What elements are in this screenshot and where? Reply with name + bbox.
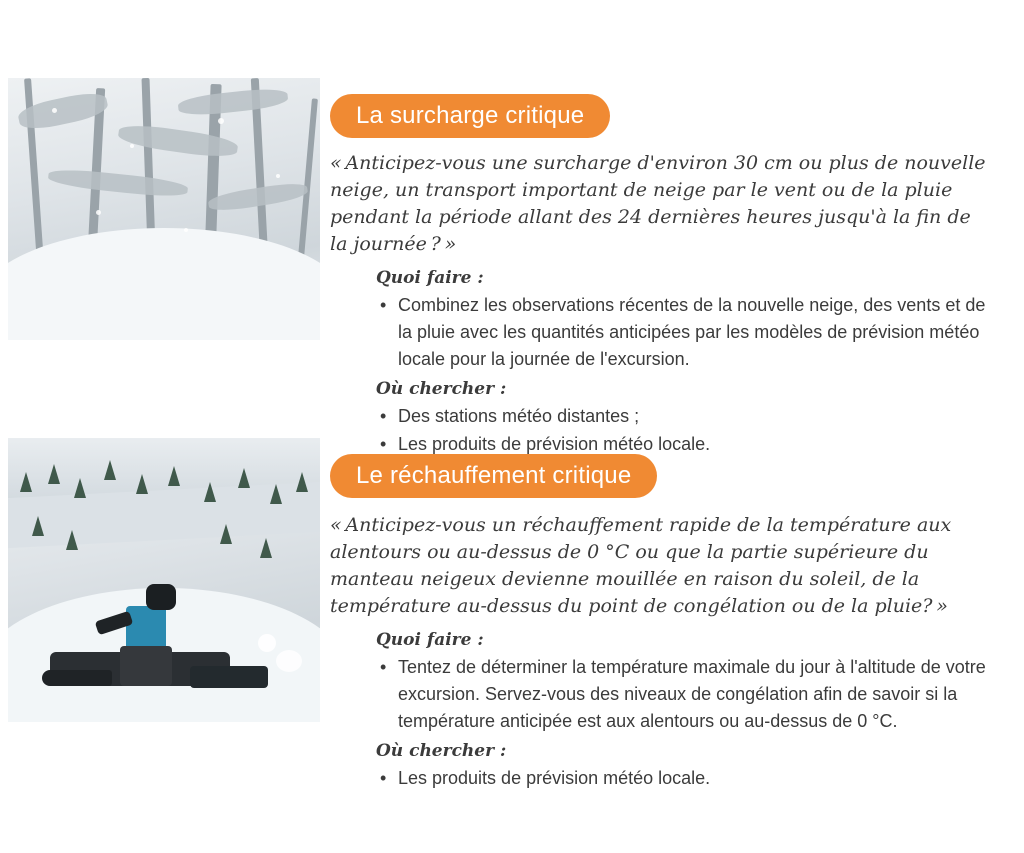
list-item: • Les produits de prévision météo locale. <box>376 431 990 458</box>
section-heading-pill-surcharge <box>330 94 610 138</box>
section-text-rechauffement <box>330 512 990 796</box>
conifer-tree <box>270 484 282 504</box>
snowflake <box>96 210 101 215</box>
conifer-tree <box>168 466 180 486</box>
snowmobile-track <box>190 666 268 688</box>
section-quote: « Anticipez-vous un réchauffement rapide de la température aux alentours ou au-dessus de 0 °C ou que la partie supérieure du manteau neigeux devienne mouillée en raison du soleil, de la température au-dessus du point de congélation ou de la pluie? » <box>330 514 952 617</box>
conifer-tree <box>74 478 86 498</box>
section-text-surcharge <box>330 150 990 462</box>
list-item: • Combinez les observations récentes de la nouvelle neige, des vents et de la pluie avec les quantités anticipées par les modèles de prévision météo locale pour la journée de l'excursion. <box>376 292 990 373</box>
where-to-look-label: Où chercher : <box>376 741 507 761</box>
conifer-tree <box>32 516 44 536</box>
what-to-do-label: Quoi faire : <box>376 630 484 650</box>
section-rechauffement <box>0 438 1024 838</box>
section-heading-label: Le réchauffement critique <box>356 462 632 489</box>
section-heading-pill-rechauffement <box>330 454 657 498</box>
where-to-look-list <box>330 765 990 792</box>
section-heading-label: La surcharge critique <box>356 102 585 129</box>
conifer-tree <box>48 464 60 484</box>
snowflake <box>52 108 57 113</box>
conifer-tree <box>104 460 116 480</box>
snowmobile-rider-photo <box>8 438 320 722</box>
conifer-tree <box>66 530 78 550</box>
conifer-tree <box>238 468 250 488</box>
snowmobile-ski <box>42 670 112 686</box>
section-quote: « Anticipez-vous une surcharge d'environ 30 cm ou plus de nouvelle neige, un transport important de neige par le vent ou de la pluie pendant la période allant des 24 dernières heures jusqu'à la fin de la journée ? » <box>330 152 986 255</box>
snowy-forest-photo <box>8 78 320 340</box>
what-to-do-label: Quoi faire : <box>376 268 484 288</box>
what-to-do-list <box>330 654 990 735</box>
snowflake <box>276 174 280 178</box>
list-item: • Les produits de prévision météo locale. <box>376 765 990 792</box>
rider-legs <box>120 646 172 686</box>
conifer-tree <box>20 472 32 492</box>
conifer-tree <box>260 538 272 558</box>
snow-spray <box>276 650 302 672</box>
conifer-tree <box>220 524 232 544</box>
snow-spray <box>258 634 276 652</box>
snowflake <box>218 118 224 124</box>
where-to-look-label: Où chercher : <box>376 379 507 399</box>
what-to-do-list <box>330 292 990 373</box>
section-surcharge <box>0 78 1024 454</box>
list-item: • Tentez de déterminer la température maximale du jour à l'altitude de votre excursion. Servez-vous des niveaux de congélation afin de savoir si la température anticipée est aux alentours ou au-dessus de 0 °C. <box>376 654 990 735</box>
snowflake <box>130 144 134 148</box>
snowflake <box>184 228 188 232</box>
conifer-tree <box>296 472 308 492</box>
rider-helmet <box>146 584 176 610</box>
conifer-tree <box>204 482 216 502</box>
conifer-tree <box>136 474 148 494</box>
list-item: • Des stations météo distantes ; <box>376 403 990 430</box>
